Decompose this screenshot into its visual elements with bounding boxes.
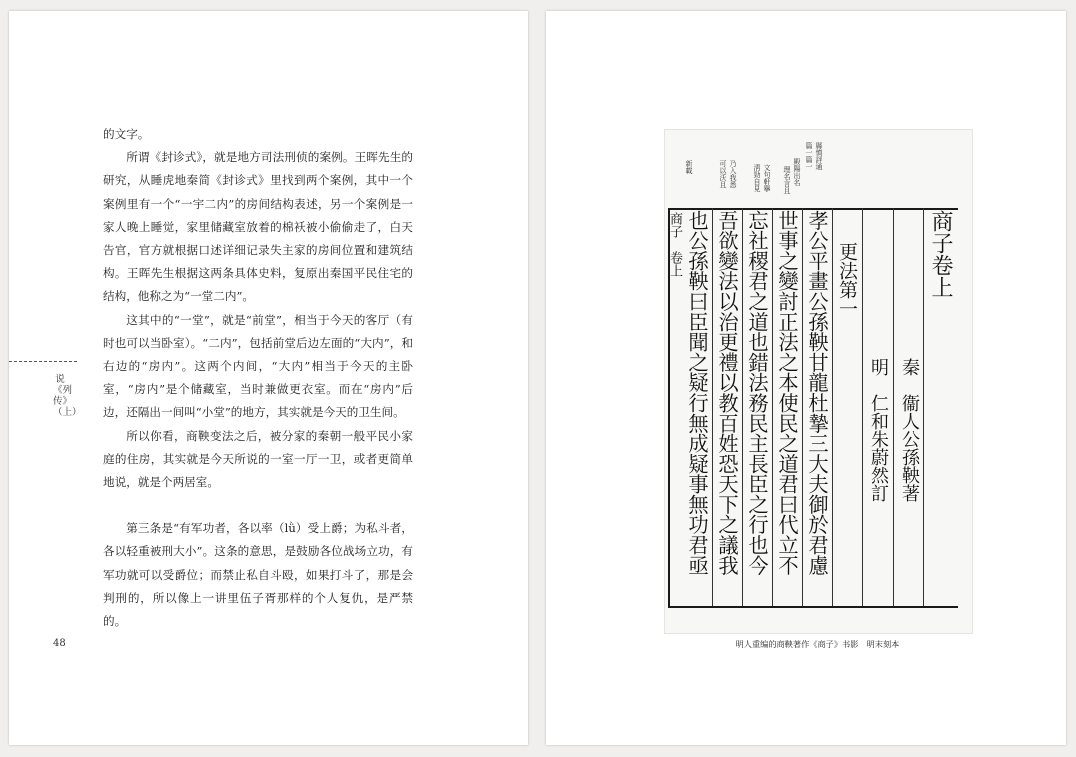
marginal-note: 新載 — [685, 160, 693, 174]
right-page — [546, 11, 1066, 745]
page-number: 48 — [53, 638, 66, 649]
marginal-note: 理名言且 — [783, 166, 791, 194]
fold-margin-label: 商子 卷上 — [667, 212, 682, 277]
margin-rule — [9, 361, 77, 362]
block-title: 商子卷上 — [928, 210, 953, 298]
marginal-note: 殿陽出名 — [793, 158, 801, 186]
marginal-note: 縣慎評通 — [815, 142, 823, 170]
paragraph: 第三条是“有军功者，各以率（lǜ）受上爵；为私斗者，各以轻重被刑大小”。这条的意思，是鼓励各位战场立功，有军功就可以受爵位；而禁止私自斗殴，如果打斗了，那是会判刑的，所以像上一讲里伍子胥那样的个人复仇，是严禁的。 — [103, 521, 413, 629]
body-text — [103, 123, 413, 633]
text-column: 也公孫鞅曰臣聞之疑行無成疑事無功君亟 — [685, 210, 709, 576]
chapter-title: 更法第一 — [836, 242, 858, 318]
text-column: 忘社稷君之道也錯法務民主長臣之行也今 — [745, 210, 769, 576]
image-caption: 明人重编的商鞅著作《商子》书影 明末刻本 — [735, 639, 900, 649]
woodblock-print-image — [664, 129, 973, 634]
left-page — [9, 11, 528, 745]
marginal-note: 文句軒擧 — [763, 164, 771, 192]
marginal-note: 乃入我悉 — [729, 160, 737, 188]
marginal-note: 可以沃且 — [719, 160, 727, 188]
marginal-note: 篇一篇一 — [805, 142, 813, 170]
paragraph: 所谓《封诊式》，就是地方司法刑侦的案例。王晖先生的研究，从睡虎地秦简《封诊式》里找到两个案例，其中一个案例里有一个“一宇二内”的房间结构表述，另一个案例是一家人晚上睡觉，家里储藏室放着的棉袄被小偷偷走了，白天告官，官方就根据口述详细记录失主家的房间位置和建筑结构。王晖先生根据这两条具体史料，复原出秦国平民住宅的结构，他称之为“一堂二内”。 — [103, 150, 413, 304]
text-column: 吾欲變法以治更禮以教百姓恐天下之議我 — [715, 210, 739, 576]
text-column: 孝公平畫公孫鞅甘龍杜摯三大夫御於君慮 — [805, 210, 829, 576]
paragraph: 的文字。 — [103, 127, 150, 141]
text-column: 世事之變討正法之本使民之道君曰代立不 — [775, 210, 799, 576]
editor-line: 明 仁和朱蔚然訂 — [868, 358, 889, 502]
author-line: 秦 衞人公孫鞅著 — [899, 358, 920, 502]
marginal-note: 淸勁自見 — [753, 164, 761, 192]
running-head: 说《列传》（上） — [53, 374, 82, 418]
paragraph: 这其中的“一堂”，就是“前堂”，相当于今天的客厅（有时也可以当卧室）。“二内”，包括前堂后边左面的“大内”，和右边的“房内”。这两个内间，“大内”相当于今天的主卧室，“房内”是个储藏室，当时兼做更衣室。而在“房内”后边，还隔出一间叫“小堂”的地方，其实就是今天的卫生间。 — [103, 312, 413, 420]
paragraph: 所以你看，商鞅变法之后，被分家的秦朝一般平民小家庭的住房，其实就是今天所说的一室一厅一卫，或者更简单地说，就是个两居室。 — [103, 428, 413, 490]
